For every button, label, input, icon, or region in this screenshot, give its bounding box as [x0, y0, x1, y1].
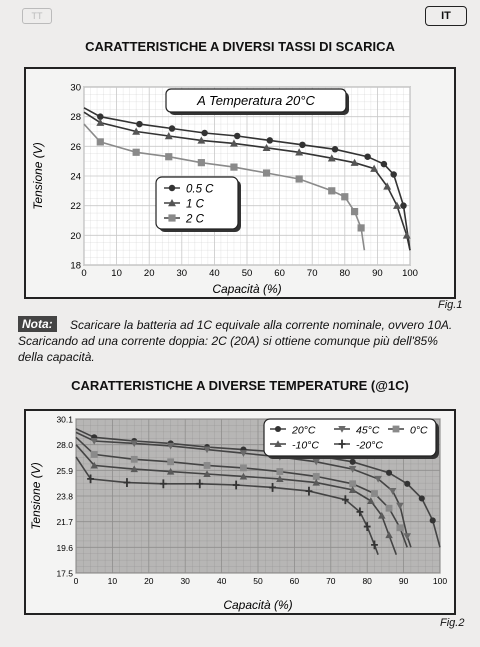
x-tick-label: 70 — [306, 268, 318, 279]
section1-title: CARATTERISTICHE A DIVERSI TASSI DI SCARICA — [85, 39, 395, 54]
chart-discharge-rates — [24, 67, 456, 299]
chart-temperatures — [24, 409, 456, 615]
data-point — [131, 456, 138, 463]
data-point — [386, 470, 392, 476]
x-tick-label: 70 — [326, 576, 336, 586]
y-tick-label: 23.8 — [56, 491, 73, 502]
x-tick-label: 40 — [209, 268, 220, 279]
y-tick-label: 19.6 — [56, 542, 73, 553]
y-tick-label: 28 — [70, 112, 81, 124]
y-tick-label: 30 — [70, 82, 81, 94]
data-point — [390, 171, 396, 177]
y-tick-label: 20 — [70, 230, 81, 242]
data-point — [201, 130, 207, 136]
data-point — [351, 208, 358, 215]
data-point — [386, 505, 393, 512]
y-tick-label: 18 — [70, 260, 81, 272]
data-point — [240, 464, 247, 471]
data-point — [328, 187, 335, 194]
data-point — [91, 451, 98, 458]
y-tick-label: 26 — [70, 141, 81, 153]
data-point — [296, 175, 303, 182]
x-tick-label: 90 — [372, 268, 383, 279]
x-tick-label: 80 — [339, 268, 351, 279]
figure2-label: Fig.2 — [440, 617, 465, 629]
data-point — [198, 159, 205, 166]
legend-label-45c: 45°C — [356, 424, 380, 437]
x-tick-label: 40 — [216, 576, 227, 586]
section2-title: CARATTERISTICHE A DIVERSE TEMPERATURE (@1C) — [71, 378, 409, 393]
legend-label-20c: -20°C — [356, 439, 383, 452]
data-point — [341, 193, 348, 200]
data-point — [364, 153, 370, 159]
x-tick-label: 60 — [289, 576, 300, 586]
data-point — [169, 125, 175, 131]
data-point — [167, 458, 174, 465]
legend-marker — [168, 214, 175, 221]
y-tick-label: 21.7 — [56, 517, 73, 528]
legend-label-2-c: 2 C — [186, 213, 204, 226]
data-point — [267, 137, 273, 143]
legend-marker — [393, 426, 400, 433]
y-tick-label: 30.1 — [56, 414, 73, 425]
y-tick-label: 17.5 — [56, 568, 73, 579]
data-point — [234, 133, 240, 139]
legend-label-0-5-c: 0.5 C — [186, 183, 214, 196]
data-point — [350, 459, 356, 465]
y-tick-label: 22 — [70, 201, 81, 213]
data-point — [136, 121, 142, 127]
data-point — [419, 495, 425, 501]
x-tick-label: 90 — [398, 576, 409, 586]
x-tick-label: 10 — [107, 576, 118, 586]
data-point — [404, 481, 410, 487]
data-point — [204, 462, 211, 469]
x-tick-label: 80 — [362, 576, 372, 586]
x-tick-label: 0 — [73, 576, 79, 586]
x-tick-label: 20 — [143, 268, 155, 279]
data-point — [230, 164, 237, 171]
data-point — [133, 149, 140, 156]
y-axis-label: Tensione (V) — [31, 142, 45, 210]
data-point — [371, 490, 378, 497]
figure1-label: Fig.1 — [438, 299, 463, 311]
y-tick-label: 28.0 — [56, 440, 73, 451]
x-tick-label: 30 — [176, 268, 188, 279]
legend-marker — [169, 185, 175, 191]
data-point — [332, 146, 338, 152]
data-point — [358, 224, 365, 231]
y-axis-label: Tensione (V) — [29, 462, 43, 530]
data-point — [165, 153, 172, 160]
x-tick-label: 50 — [241, 268, 253, 279]
data-point — [397, 524, 404, 531]
legend-label-10c: -10°C — [292, 439, 319, 452]
language-badge: IT — [425, 6, 467, 26]
x-tick-label: 0 — [81, 268, 87, 279]
note-text: Scaricare la batteria ad 1C equivale alla corrente nominale, ovvero 10A. Scaricando ad una corrente doppia: 2C (20A) si ottiene comunque più dell'85% della capacità. — [18, 318, 453, 364]
x-tick-label: 60 — [274, 268, 285, 279]
data-point — [381, 161, 387, 167]
data-point — [400, 202, 406, 208]
x-tick-label: 100 — [432, 576, 448, 586]
page-corner-mark: TT — [22, 8, 52, 24]
x-axis-label: Capacità (%) — [212, 282, 282, 296]
legend-marker — [275, 426, 281, 432]
x-tick-label: 20 — [144, 576, 154, 586]
legend-label-0c: 0°C — [410, 424, 428, 437]
legend-label-20c: 20°C — [292, 424, 316, 437]
note-badge: Nota: — [18, 316, 57, 332]
y-tick-label: 24 — [70, 171, 81, 183]
x-tick-label: 10 — [111, 268, 122, 279]
x-tick-label: 30 — [180, 576, 190, 586]
legend-label-1-c: 1 C — [186, 198, 204, 211]
x-axis-label: Capacità (%) — [223, 598, 293, 612]
y-tick-label: 25.9 — [56, 465, 73, 476]
annotation-text: A Temperatura 20°C — [197, 93, 315, 108]
data-point — [276, 468, 283, 475]
x-tick-label: 50 — [253, 576, 263, 586]
data-point — [263, 169, 270, 176]
x-tick-label: 100 — [402, 268, 418, 279]
data-point — [97, 138, 104, 145]
data-point — [299, 142, 305, 148]
data-point — [430, 517, 436, 523]
